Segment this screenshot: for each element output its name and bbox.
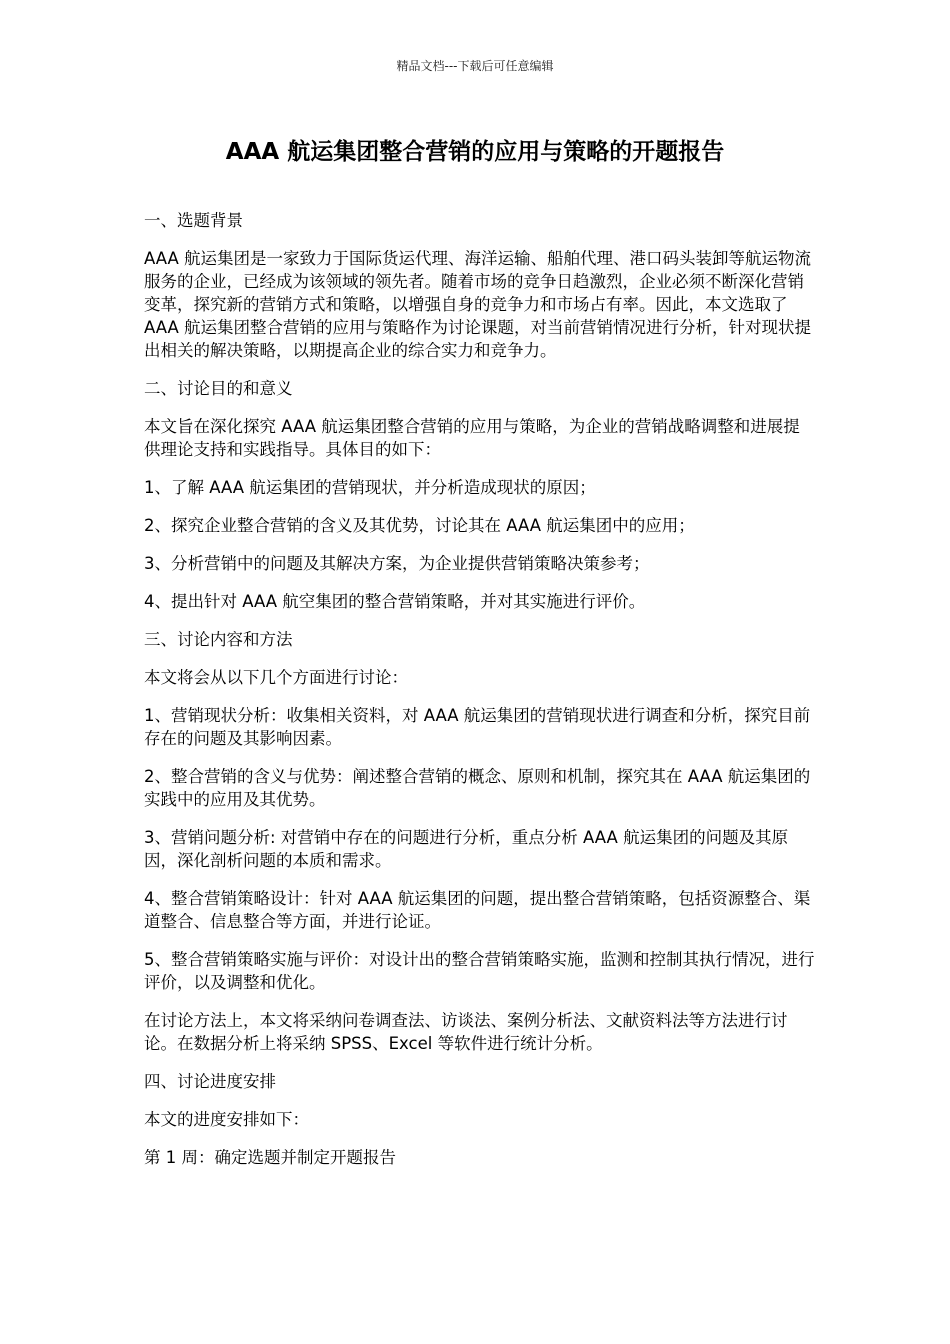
purpose-item-1: 1、了解 AAA 航运集团的营销现状，并分析造成现状的原因； bbox=[144, 478, 596, 497]
paragraph-purpose-intro: 本文旨在深化探究 AAA 航运集团整合营销的应用与策略，为企业的营销战略调整和进展提供理论支持和实践指导。具体目的如下： bbox=[144, 417, 800, 459]
content-item-3: 3、营销问题分析: 对营销中存在的问题进行分析，重点分析 AAA 航运集团的问题及其原因，深化剖析问题的本质和需求。 bbox=[144, 828, 789, 870]
content-item-1: 1、营销现状分析：收集相关资料，对 AAA 航运集团的营销现状进行调查和分析，探究目前存在的问题及其影响因素。 bbox=[144, 706, 811, 748]
section-heading-schedule: 四、讨论进度安排 bbox=[144, 1072, 276, 1091]
paragraph-background: AAA 航运集团是一家致力于国际货运代理、海洋运输、船舶代理、港口码头装卸等航运物流服务的企业，已经成为该领域的领先者。随着市场的竞争日趋激烈，企业必须不断深化营销变革，探究新的营销方式和策略，以增强自身的竞争力和市场占有率。因此，本文选取了 AAA 航运集团整合营销的应用与策略作为讨论课题，对当前营销情况进行分析，针对现状提出相关的解决策略，以期提高企业的综合实力和竞争力。 bbox=[144, 249, 812, 360]
schedule-item-1: 第 1 周：确定选题并制定开题报告 bbox=[144, 1148, 396, 1167]
document-title: AAA 航运集团整合营销的应用与策略的开题报告 bbox=[225, 139, 725, 165]
purpose-item-2: 2、探究企业整合营销的含义及其优势，讨论其在 AAA 航运集团中的应用； bbox=[144, 516, 695, 535]
purpose-item-4: 4、提出针对 AAA 航空集团的整合营销策略，并对其实施进行评价。 bbox=[144, 592, 646, 611]
document-body bbox=[144, 209, 816, 1184]
content-item-2: 2、整合营销的含义与优势：阐述整合营销的概念、原则和机制，探究其在 AAA 航运集团的实践中的应用及其优势。 bbox=[144, 767, 811, 809]
purpose-item-3: 3、分析营销中的问题及其解决方案，为企业提供营销策略决策参考； bbox=[144, 554, 650, 573]
header-note: 精品文档---下载后可任意编辑 bbox=[396, 59, 554, 73]
content-item-4: 4、整合营销策略设计：针对 AAA 航运集团的问题，提出整合营销策略，包括资源整合、渠道整合、信息整合等方面，并进行论证。 bbox=[144, 889, 811, 931]
paragraph-content-intro: 本文将会从以下几个方面进行讨论： bbox=[144, 668, 408, 687]
section-heading-background: 一、选题背景 bbox=[144, 211, 243, 230]
section-heading-content-method: 三、讨论内容和方法 bbox=[144, 630, 293, 649]
paragraph-schedule-intro: 本文的进度安排如下： bbox=[144, 1110, 309, 1129]
section-heading-purpose: 二、讨论目的和意义 bbox=[144, 379, 293, 398]
content-item-5: 5、整合营销策略实施与评价：对设计出的整合营销策略实施，监测和控制其执行情况，进行评价，以及调整和优化。 bbox=[144, 950, 815, 992]
paragraph-method: 在讨论方法上，本文将采纳问卷调查法、访谈法、案例分析法、文献资料法等方法进行讨论。在数据分析上将采纳 SPSS、Excel 等软件进行统计分析。 bbox=[144, 1011, 788, 1053]
